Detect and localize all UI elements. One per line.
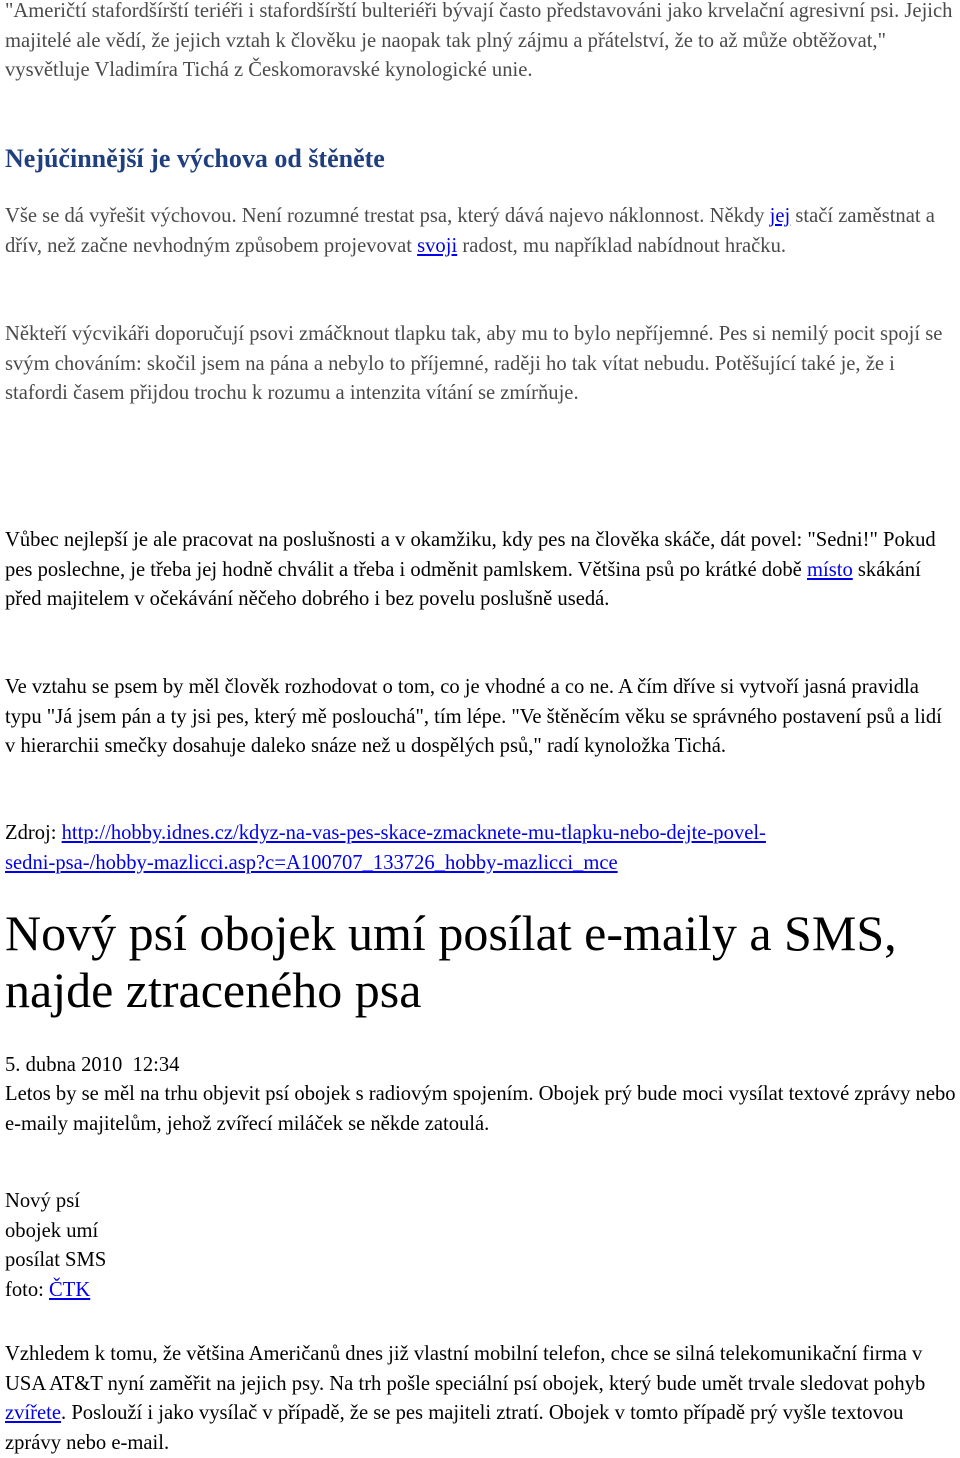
article-date: 5. dubna 2010 12:34 [5,1054,180,1076]
headline-line: Nový psí obojek umí posílat e-maily a SMS, [5,905,897,961]
source-label: Zdroj: [5,822,62,844]
intro-paragraph [5,0,955,86]
paragraph-upbringing [5,202,955,261]
caption-line: posílat SMS [5,1249,107,1271]
caption-line: Nový psí [5,1190,80,1212]
intro-text: "Američtí stafordšírští teriéři i stafordšírští bulteriéři bývají často představováni jako krvelační agresivní psi. Jejich majitelé ale vědí, že jejich vztah k člověku je naopak tak plný zájmu a přátelství, že to až může obtěžovat," vysvětluje Vladimíra Tichá z Českomoravské kynologické unie. [5,0,953,81]
source-link[interactable] [5,822,766,874]
paragraph-paw-squeeze [5,320,955,409]
text-fragment: Ve vztahu se psem by měl člověk rozhodovat o tom, co je vhodné a co ne. A čím dříve si vytvoří jasná pravidla typu "Já jsem pán a ty jsi pes, který mě poslouchá", tím lépe. "Ve štěněcím věku se správného postavení psů a lidí v hierarchii smečky dosahuje daleko snáze než u dospělých psů," radí kynoložka Tichá. [5,676,942,757]
headline-line: najde ztraceného psa [5,962,422,1018]
text-fragment: radost, mu například nabídnout hračku. [457,234,787,257]
caption-line: obojek umí [5,1219,99,1242]
text-fragment: Vše se dá vyřešit výchovou. Není rozumné trestat psa, který dává najevo náklonnost. Někdy [5,205,770,227]
source-line [5,819,955,878]
source-url-part: sedni-psa-/hobby-mazlicci.asp?c=A100707_133726_hobby-mazlicci_mce [5,851,618,874]
text-fragment: Vzhledem k tomu, že většina Američanů dnes již vlastní mobilní telefon, chce se silná telekomunikační firma v USA AT&T nyní zaměřit na jejich psy. Na trh pošle speciální psí obojek, který bude umět trvale sledovat pohyb [5,1343,926,1395]
paragraph-obedience [5,526,955,615]
link-jej[interactable]: jej [769,205,791,227]
article-body [5,1340,960,1458]
article-headline [5,905,960,1019]
text-fragment: skákání před majitelem v očekávání něčeho dobrého i bez povelu poslušně usedá. [5,558,921,610]
caption-foto-label: foto: [5,1278,50,1301]
source-url-part: http://hobby.idnes.cz/kdyz-na-vas-pes-skace-zmacknete-mu-tlapku-nebo-dejte-povel- [61,822,766,844]
paragraph-hierarchy [5,673,955,762]
section-heading: Nejúčinnější je výchova od štěněte [5,144,385,173]
photo-caption [5,1187,305,1305]
text-fragment: Vůbec nejlepší je ale pracovat na poslušnosti a v okamžiku, kdy pes na člověka skáče, dát povel: "Sedni!" Pokud pes poslechne, je třeba jej hodně chválit a třeba i odměnit pamlskem. Většina psů po krátké době [5,529,936,581]
text-fragment: stačí zaměstnat a dřív, než začne nevhodným způsobem projevovat [5,205,935,257]
article-lead: Letos by se měl na trhu objevit psí obojek s radiovým spojením. Obojek prý bude moci vysílat textové zprávy nebo e-maily majitelům, jehož zvířecí miláček se někde zatoulá. [5,1083,956,1135]
link-svoji[interactable]: svoji [417,234,458,257]
text-fragment: Někteří výcvikáři doporučují psovi zmáčknout tlapku tak, aby mu to bylo nepříjemné. Pes si nemilý pocit spojí se svým chováním: skočil jsem na pána a nebylo to příjemné, raději ho tak vítat nebudu. Potěšující také je, že i stafordi časem přijdou trochu k rozumu a intenzita vítání se zmírňuje. [5,323,943,404]
link-ctk[interactable]: ČTK [49,1278,91,1301]
link-misto[interactable]: místo [806,558,853,581]
link-zvirete[interactable]: zvířete [5,1402,62,1424]
text-fragment: . Poslouží i jako vysílač v případě, že se pes majiteli ztratí. Obojek v tomto případě prý vyšle textovou zprávy nebo e-mail. [5,1402,904,1454]
